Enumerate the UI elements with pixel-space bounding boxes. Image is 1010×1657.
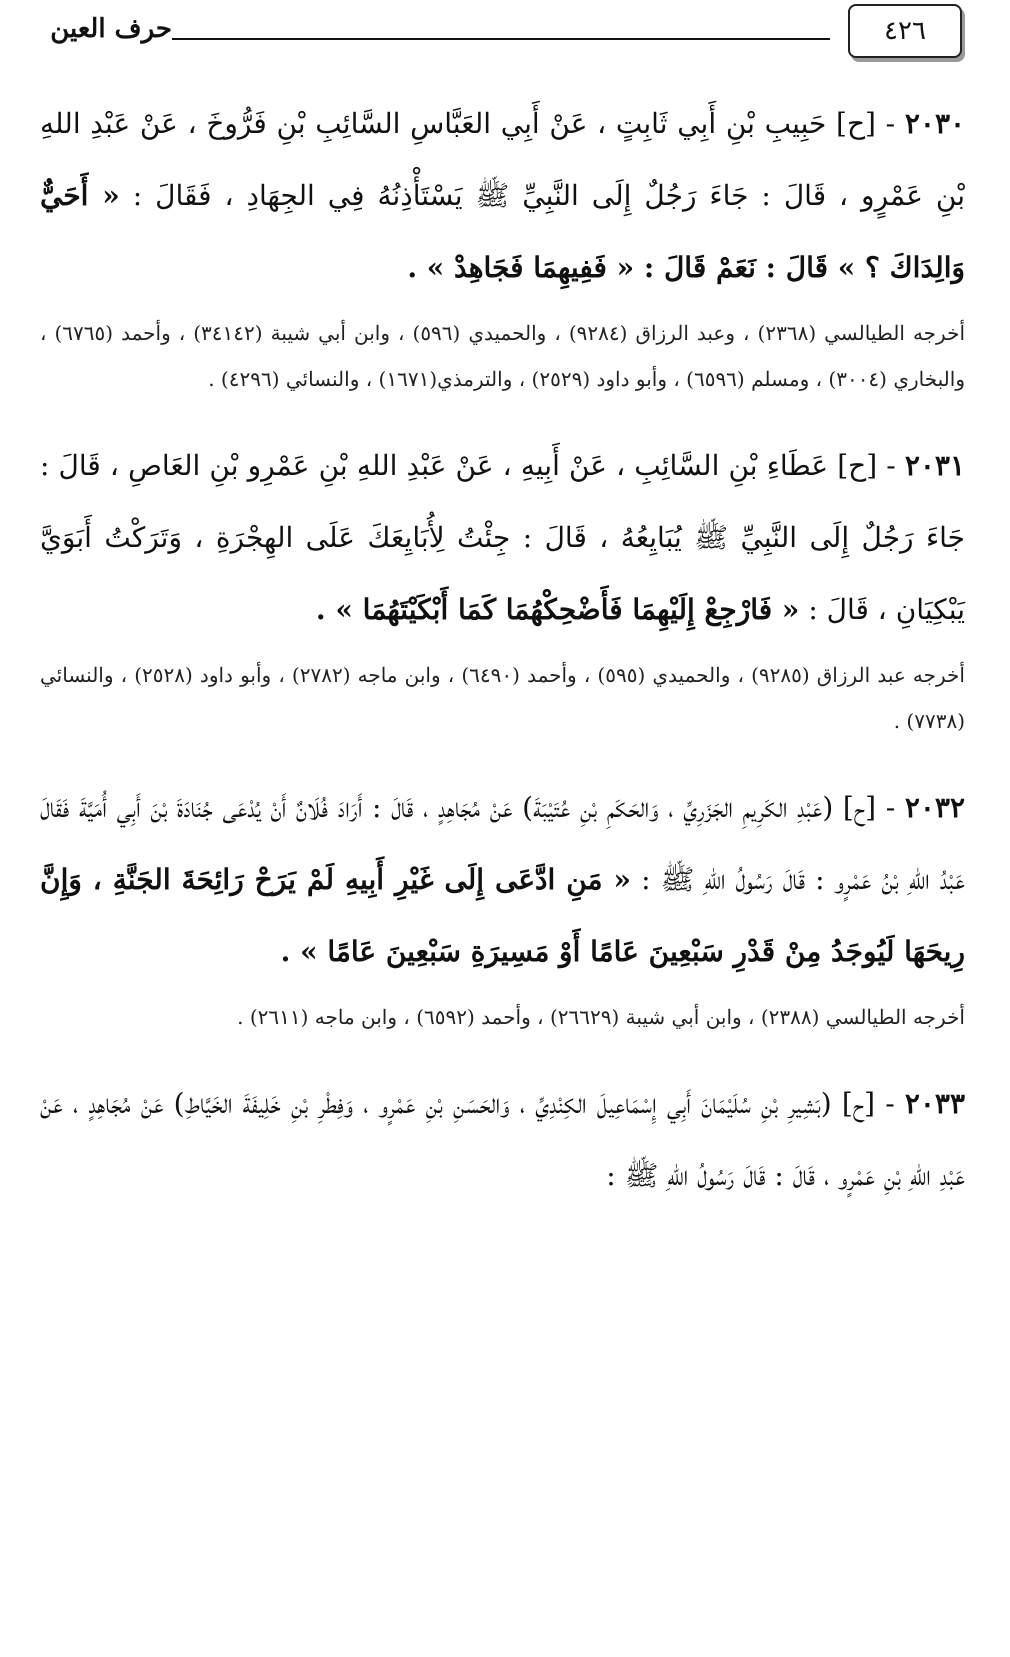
entry-number: ٢٠٣٣	[904, 1087, 965, 1120]
isnad-text: - [ح] حَبِيبِ بْنِ أَبِي ثَابِتٍ ، عَنْ أَبِي العَبَّاسِ السَّائِبِ بْنِ فَرُّوخَ ، عَنْ عَبْدِ اللهِ بْنِ عَمْرٍو ، قَالَ : جَاءَ رَجُلٌ إِلَى النَّبِيِّ ﷺ يَسْتَأْذِنُهُ فِي الجِهَادِ ، فَقَالَ :	[40, 107, 965, 212]
hadith-text: « أَحَيٌّ وَالِدَاكَ ؟ » قَالَ : نَعَمْ قَالَ : « فَفِيهِمَا فَجَاهِدْ » .	[40, 179, 965, 284]
entry-number: ٢٠٣٢	[904, 791, 965, 824]
hadith-entry-2033	[40, 1068, 965, 1212]
isnad-text: - [ح] (عَبْدِ الكَرِيمِ الجَزَرِيِّ ، وَالحَكَمِ بْنِ عُتَيْبَةَ) عَنْ مُجَاهِدٍ ، قَالَ : أَرَادَ فُلَانٌ أَنْ يُدْعَى جُنَادَةَ بْنَ أَبِي أُمَيَّةَ فَقَالَ عَبْدُ اللهِ بْنُ عَمْرٍو : قَالَ رَسُولُ اللهِ ﷺ :	[40, 791, 966, 896]
hadith-entry-2032	[40, 772, 965, 1040]
takhrij-note: أخرجه الطيالسي (٢٣٨٨) ، وابن أبي شيبة (٢٦٦٢٩) ، وأحمد (٦٥٩٢) ، وابن ماجه (٢٦١١) .	[237, 1005, 965, 1029]
takhrij-note: أخرجه الطيالسي (٢٣٦٨) ، وعبد الرزاق (٩٢٨٤) ، والحميدي (٥٩٦) ، وابن أبي شيبة (٣٤١٤٢) ، وأحمد (٦٧٦٥) ، والبخاري (٣٠٠٤) ، ومسلم (٦٥٩٦) ، وأبو داود (٢٥٢٩) ، والترمذي(١٦٧١) ، والنسائي (٤٢٩٦) .	[40, 321, 965, 391]
takhrij-note: أخرجه عبد الرزاق (٩٢٨٥) ، والحميدي (٥٩٥) ، وأحمد (٦٤٩٠) ، وابن ماجه (٢٧٨٢) ، وأبو داود (٢٥٢٨) ، والنسائي (٧٧٣٨) .	[40, 663, 965, 733]
page-content	[40, 88, 965, 1232]
entry-number: ٢٠٣٠	[904, 107, 966, 140]
entry-text	[40, 772, 965, 988]
hadith-entry-2031	[40, 430, 965, 744]
header-rule	[172, 38, 830, 40]
entry-text	[40, 88, 965, 304]
isnad-text: - [ح] عَطَاءِ بْنِ السَّائِبِ ، عَنْ أَبِيهِ ، عَنْ عَبْدِ اللهِ بْنِ عَمْرِو بْنِ العَاصِ ، قَالَ : جَاءَ رَجُلٌ إِلَى النَّبِيِّ ﷺ يُبَايِعُهُ ، قَالَ : جِئْتُ لِأُبَايِعَكَ عَلَى الهِجْرَةِ ، وَتَرَكْتُ أَبَوَيَّ يَبْكِيَانِ ، قَالَ :	[40, 449, 965, 626]
chapter-title: حرف العين	[50, 14, 172, 44]
isnad-text: - [ح] (بَشِيرِ بْنِ سُلَيْمَانَ أَبِي إِسْمَاعِيلَ الكِنْدِيِّ ، وَالحَسَنِ بْنِ عَمْرٍو ، وَفِطْرِ بْنِ خَلِيفَةَ الخَيَّاطِ) عَنْ مُجَاهِدٍ ، عَنْ عَبْدِ اللهِ بْنِ عَمْرٍو ، قَالَ : قَالَ رَسُولُ اللهِ ﷺ :	[40, 1087, 965, 1192]
hadith-entry-2030	[40, 88, 965, 402]
hadith-text: « فَارْجِعْ إِلَيْهِمَا فَأَضْحِكْهُمَا كَمَا أَبْكَيْتَهُمَا » .	[315, 593, 800, 626]
hadith-text: « مَنِ ادَّعَى إِلَى غَيْرِ أَبِيهِ لَمْ يَرَحْ رَائِحَةَ الجَنَّةِ ، وَإِنَّ رِيحَهَا لَيُوجَدُ مِنْ قَدْرِ سَبْعِينَ عَامًا أَوْ مَسِيرَةِ سَبْعِينَ عَامًا » .	[40, 863, 965, 968]
entry-text	[40, 430, 965, 646]
page-header	[0, 0, 1010, 70]
page-number: ٤٢٦	[848, 4, 962, 58]
entry-number: ٢٠٣١	[904, 449, 965, 482]
entry-text	[40, 1068, 965, 1212]
